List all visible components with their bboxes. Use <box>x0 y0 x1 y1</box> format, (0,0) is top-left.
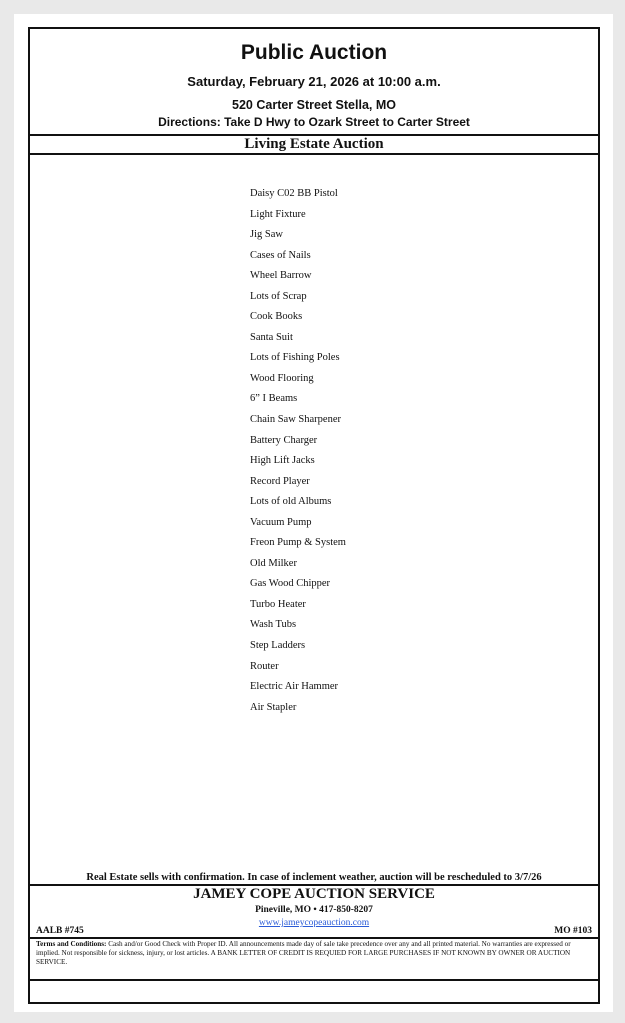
license-mo: MO #103 <box>554 926 592 936</box>
auction-date: Saturday, February 21, 2026 at 10:00 a.m. <box>187 74 441 89</box>
list-item: Router <box>250 660 279 672</box>
list-item: Wash Tubs <box>250 619 297 631</box>
list-item: Electric Air Hammer <box>250 681 339 693</box>
list-item: Chain Saw Sharpener <box>250 414 341 426</box>
list-item: Turbo Heater <box>250 598 306 610</box>
list-item: Lots of old Albums <box>250 496 332 508</box>
page-title: Public Auction <box>240 41 388 64</box>
list-item: Freon Pump & System <box>250 537 346 549</box>
list-item: High Lift Jacks <box>250 455 315 467</box>
terms-label: Terms and Conditions: <box>36 940 107 948</box>
company-contact: Pineville, MO • 417-850-8207 <box>255 905 373 915</box>
list-item: Battery Charger <box>250 434 318 446</box>
divider <box>30 937 598 939</box>
terms-text: Cash and/or Good Check with Proper ID. All announcements made day of sale take precedence over any and all printed material. No warranties are expressed or implied. Not responsible for sickness, injury, or lost articles. A BANK LETTER OF CREDIT IS REQUIED FOR LARGE PURCHASES IF NOT KNOWN BY OWNER OR AUCTION SERVICE. <box>36 940 571 966</box>
weather-notice: Real Estate sells with confirmation. In case of inclement weather, auction will be rescheduled to 3/7/26 <box>86 872 542 883</box>
list-item: Step Ladders <box>250 640 306 652</box>
company-website-link[interactable]: www.jameycopeauction.com <box>258 918 370 928</box>
item-list <box>250 187 346 721</box>
list-item: Lots of Scrap <box>250 290 307 302</box>
license-aalb: AALB #745 <box>36 926 84 936</box>
company-name: JAMEY COPE AUCTION SERVICE <box>193 886 435 902</box>
section-title: Living Estate Auction <box>30 134 598 155</box>
list-item: Lots of Fishing Poles <box>250 352 340 364</box>
list-item: Wheel Barrow <box>250 270 312 282</box>
list-item: Record Player <box>250 475 310 487</box>
list-item: Wood Flooring <box>250 372 314 384</box>
list-item: Air Stapler <box>250 701 297 713</box>
list-item: Daisy C02 BB Pistol <box>250 188 338 199</box>
auction-flyer <box>28 27 600 1004</box>
divider <box>30 979 598 981</box>
auction-address: 520 Carter Street Stella, MO <box>232 98 396 112</box>
list-item: Cook Books <box>250 311 303 323</box>
list-item: Old Milker <box>250 557 297 569</box>
list-item: Jig Saw <box>250 229 283 241</box>
list-item: Cases of Nails <box>250 249 311 261</box>
auction-directions: Directions: Take D Hwy to Ozark Street to Carter Street <box>158 115 470 129</box>
list-item: Gas Wood Chipper <box>250 578 331 590</box>
list-item: 6” I Beams <box>250 393 298 405</box>
list-item: Light Fixture <box>250 208 306 220</box>
list-item: Santa Suit <box>250 331 293 343</box>
list-item: Vacuum Pump <box>250 516 312 528</box>
terms-and-conditions <box>36 940 596 967</box>
